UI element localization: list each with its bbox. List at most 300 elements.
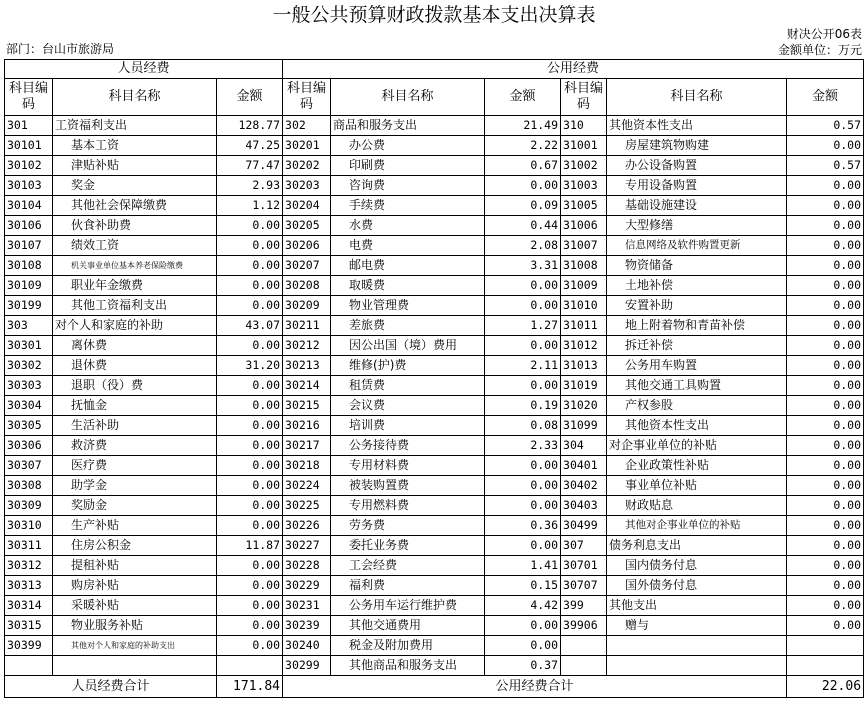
subject-name: 税金及附加费用 [331, 636, 485, 656]
subject-name: 其他资本性支出 [607, 416, 787, 436]
subject-code: 30224 [283, 476, 331, 496]
subject-code: 307 [561, 536, 607, 556]
subject-name: 对企事业单位的补贴 [607, 436, 787, 456]
subject-code: 30310 [5, 516, 53, 536]
amount-value: 0.00 [217, 576, 283, 596]
amount-value: 0.00 [217, 296, 283, 316]
table-row [5, 556, 864, 576]
subject-name: 信息网络及软件购置更新 [607, 236, 787, 256]
public-group-header: 公用经费 [283, 60, 864, 79]
personnel-total-value: 171.84 [217, 676, 283, 698]
col-header-name: 科目名称 [607, 79, 787, 116]
amount-value: 0.00 [787, 616, 864, 636]
subject-code: 31002 [561, 156, 607, 176]
subject-code: 30217 [283, 436, 331, 456]
amount-value: 0.00 [485, 336, 561, 356]
amount-value [217, 656, 283, 676]
subject-code: 30302 [5, 356, 53, 376]
subject-code: 30207 [283, 256, 331, 276]
subject-name: 津贴补贴 [53, 156, 217, 176]
subject-name: 大型修缮 [607, 216, 787, 236]
col-header-code: 科目编码 [283, 79, 331, 116]
subject-name: 委托业务费 [331, 536, 485, 556]
subject-name: 其他交通费用 [331, 616, 485, 636]
subject-code: 30303 [5, 376, 53, 396]
personnel-total-label: 人员经费合计 [5, 676, 217, 698]
subject-code: 30205 [283, 216, 331, 236]
table-row [5, 376, 864, 396]
col-header-amount: 金额 [217, 79, 283, 116]
amount-value: 0.00 [787, 316, 864, 336]
subject-code: 30214 [283, 376, 331, 396]
subject-name [607, 636, 787, 656]
col-header-code: 科目编码 [561, 79, 607, 116]
subject-code: 31011 [561, 316, 607, 336]
subject-name: 专用材料费 [331, 456, 485, 476]
report-title: 一般公共预算财政拨款基本支出决算表 [272, 4, 596, 26]
amount-value: 0.36 [485, 516, 561, 536]
col-header-amount: 金额 [485, 79, 561, 116]
subject-code: 30315 [5, 616, 53, 636]
subject-code: 30304 [5, 396, 53, 416]
table-row [5, 416, 864, 436]
subject-code: 31019 [561, 376, 607, 396]
amount-value: 2.08 [485, 236, 561, 256]
subject-name [53, 656, 217, 676]
subject-code: 30231 [283, 596, 331, 616]
amount-value: 43.07 [217, 316, 283, 336]
amount-value: 1.41 [485, 556, 561, 576]
amount-value: 0.00 [485, 536, 561, 556]
subject-name: 其他资本性支出 [607, 116, 787, 136]
subject-code: 30208 [283, 276, 331, 296]
amount-value: 1.12 [217, 196, 283, 216]
subject-code: 39906 [561, 616, 607, 636]
amount-value: 0.00 [787, 356, 864, 376]
public-total-label: 公用经费合计 [283, 676, 787, 698]
amount-value: 11.87 [217, 536, 283, 556]
table-row [5, 516, 864, 536]
subject-name: 取暖费 [331, 276, 485, 296]
subject-name: 公务用车购置 [607, 356, 787, 376]
subject-code: 30211 [283, 316, 331, 336]
amount-value: 2.33 [485, 436, 561, 456]
amount-value: 0.37 [485, 656, 561, 676]
subject-code: 30109 [5, 276, 53, 296]
totals-row [5, 676, 864, 698]
subject-code: 30199 [5, 296, 53, 316]
subject-name: 工会经费 [331, 556, 485, 576]
amount-value: 0.00 [485, 176, 561, 196]
table-row [5, 316, 864, 336]
subject-name: 安置补助 [607, 296, 787, 316]
subject-name: 水费 [331, 216, 485, 236]
amount-value: 0.00 [787, 596, 864, 616]
subject-name: 物业管理费 [331, 296, 485, 316]
amount-value [787, 636, 864, 656]
subject-name: 拆迁补偿 [607, 336, 787, 356]
column-header-row [5, 79, 864, 116]
subject-code: 399 [561, 596, 607, 616]
amount-value: 0.00 [485, 296, 561, 316]
subject-name: 退休费 [53, 356, 217, 376]
subject-code: 30313 [5, 576, 53, 596]
public-total-value: 22.06 [787, 676, 864, 698]
group-header-row [5, 60, 864, 79]
subject-code: 30203 [283, 176, 331, 196]
subject-code: 31007 [561, 236, 607, 256]
subject-name: 因公出国（境）费用 [331, 336, 485, 356]
amount-value: 0.00 [787, 376, 864, 396]
subject-code: 30240 [283, 636, 331, 656]
subject-name: 维修(护)费 [331, 356, 485, 376]
amount-value: 0.00 [787, 416, 864, 436]
amount-value: 0.00 [787, 436, 864, 456]
subject-name: 企业政策性补贴 [607, 456, 787, 476]
col-header-amount: 金额 [787, 79, 864, 116]
subject-code: 31009 [561, 276, 607, 296]
amount-value: 0.00 [787, 456, 864, 476]
subject-code: 30299 [283, 656, 331, 676]
subject-code: 30239 [283, 616, 331, 636]
subject-name [607, 656, 787, 676]
subject-name: 债务利息支出 [607, 536, 787, 556]
table-row [5, 296, 864, 316]
subject-name: 差旅费 [331, 316, 485, 336]
subject-name: 伙食补助费 [53, 216, 217, 236]
amount-value: 0.00 [787, 176, 864, 196]
subject-code: 30707 [561, 576, 607, 596]
department-label: 部门：台山市旅游局 [6, 42, 115, 56]
subject-code: 30311 [5, 536, 53, 556]
subject-code: 30403 [561, 496, 607, 516]
subject-code: 30228 [283, 556, 331, 576]
subject-name: 购房补贴 [53, 576, 217, 596]
subject-name: 其他工资福利支出 [53, 296, 217, 316]
amount-value: 0.00 [217, 376, 283, 396]
subject-code: 31099 [561, 416, 607, 436]
table-row [5, 116, 864, 136]
expenditure-table [4, 59, 864, 698]
amount-value: 2.93 [217, 176, 283, 196]
subject-name: 国内债务付息 [607, 556, 787, 576]
subject-name: 邮电费 [331, 256, 485, 276]
amount-value: 0.57 [787, 156, 864, 176]
amount-value: 0.00 [787, 536, 864, 556]
table-row [5, 276, 864, 296]
amount-value: 2.22 [485, 136, 561, 156]
subject-code: 30306 [5, 436, 53, 456]
subject-name: 专用设备购置 [607, 176, 787, 196]
amount-value: 0.00 [485, 496, 561, 516]
subject-code: 31013 [561, 356, 607, 376]
subject-name: 其他对个人和家庭的补助支出 [53, 636, 217, 656]
amount-value: 0.00 [485, 456, 561, 476]
subject-name: 职业年金缴费 [53, 276, 217, 296]
subject-code: 30202 [283, 156, 331, 176]
amount-value: 0.00 [787, 296, 864, 316]
subject-name: 财政贴息 [607, 496, 787, 516]
table-row [5, 336, 864, 356]
subject-code: 30218 [283, 456, 331, 476]
table-row [5, 196, 864, 216]
amount-value: 0.00 [485, 376, 561, 396]
subject-name: 电费 [331, 236, 485, 256]
col-header-name: 科目名称 [331, 79, 485, 116]
subject-name: 奖金 [53, 176, 217, 196]
subject-code: 30701 [561, 556, 607, 576]
table-row [5, 176, 864, 196]
subject-code: 30309 [5, 496, 53, 516]
subject-name: 专用燃料费 [331, 496, 485, 516]
subject-code: 304 [561, 436, 607, 456]
subject-name: 物资储备 [607, 256, 787, 276]
subject-name: 离休费 [53, 336, 217, 356]
amount-value: 0.00 [217, 416, 283, 436]
subject-code: 30215 [283, 396, 331, 416]
subject-code: 30206 [283, 236, 331, 256]
amount-value: 0.09 [485, 196, 561, 216]
amount-value: 0.00 [485, 476, 561, 496]
subject-name: 其他对企事业单位的补贴 [607, 516, 787, 536]
subject-name: 其他支出 [607, 596, 787, 616]
amount-value: 0.00 [787, 556, 864, 576]
amount-value: 1.27 [485, 316, 561, 336]
amount-value: 0.00 [787, 236, 864, 256]
subject-code: 30204 [283, 196, 331, 216]
subject-code: 30301 [5, 336, 53, 356]
subject-name: 手续费 [331, 196, 485, 216]
subject-code: 31008 [561, 256, 607, 276]
amount-value: 4.42 [485, 596, 561, 616]
subject-code: 31003 [561, 176, 607, 196]
amount-value: 31.20 [217, 356, 283, 376]
subject-name: 办公设备购置 [607, 156, 787, 176]
amount-value: 0.00 [485, 276, 561, 296]
subject-code: 31006 [561, 216, 607, 236]
subject-code: 30499 [561, 516, 607, 536]
subject-code: 30102 [5, 156, 53, 176]
subject-code: 30227 [283, 536, 331, 556]
amount-value: 0.00 [217, 256, 283, 276]
table-row [5, 636, 864, 656]
table-row [5, 576, 864, 596]
subject-name: 奖励金 [53, 496, 217, 516]
amount-value: 0.00 [217, 216, 283, 236]
subject-code: 30308 [5, 476, 53, 496]
amount-value: 21.49 [485, 116, 561, 136]
table-row [5, 236, 864, 256]
amount-value: 0.00 [217, 276, 283, 296]
col-header-name: 科目名称 [53, 79, 217, 116]
amount-value [787, 656, 864, 676]
subject-name: 会议费 [331, 396, 485, 416]
table-row [5, 456, 864, 476]
subject-name: 国外债务付息 [607, 576, 787, 596]
amount-value: 0.19 [485, 396, 561, 416]
subject-name: 其他社会保障缴费 [53, 196, 217, 216]
amount-value: 0.00 [787, 196, 864, 216]
subject-code: 303 [5, 316, 53, 336]
amount-value: 0.00 [217, 496, 283, 516]
table-row [5, 496, 864, 516]
subject-name: 对个人和家庭的补助 [53, 316, 217, 336]
amount-value: 0.00 [787, 256, 864, 276]
subject-code: 30226 [283, 516, 331, 536]
amount-value: 0.00 [217, 556, 283, 576]
amount-value: 0.00 [787, 216, 864, 236]
subject-code: 30106 [5, 216, 53, 236]
subject-name: 赠与 [607, 616, 787, 636]
amount-value: 0.00 [217, 636, 283, 656]
unit-label: 金额单位：万元 [777, 43, 862, 57]
table-row [5, 656, 864, 676]
table-row [5, 596, 864, 616]
subject-name: 劳务费 [331, 516, 485, 536]
subject-name: 培训费 [331, 416, 485, 436]
subject-code: 30213 [283, 356, 331, 376]
table-row [5, 396, 864, 416]
amount-value: 128.77 [217, 116, 283, 136]
subject-name: 助学金 [53, 476, 217, 496]
subject-code: 30201 [283, 136, 331, 156]
subject-name: 租赁费 [331, 376, 485, 396]
subject-name: 工资福利支出 [53, 116, 217, 136]
subject-name: 办公费 [331, 136, 485, 156]
subject-name: 采暖补贴 [53, 596, 217, 616]
subject-name: 公务用车运行维护费 [331, 596, 485, 616]
subject-name: 机关事业单位基本养老保险缴费 [53, 256, 217, 276]
amount-value: 0.00 [217, 396, 283, 416]
subject-code [561, 656, 607, 676]
subject-name: 绩效工资 [53, 236, 217, 256]
amount-value: 0.00 [787, 276, 864, 296]
subject-code: 31012 [561, 336, 607, 356]
subject-code: 31010 [561, 296, 607, 316]
amount-value: 0.00 [787, 476, 864, 496]
table-row [5, 616, 864, 636]
amount-value: 0.44 [485, 216, 561, 236]
amount-value: 2.11 [485, 356, 561, 376]
amount-value: 0.67 [485, 156, 561, 176]
subject-code: 30209 [283, 296, 331, 316]
amount-value: 0.00 [217, 336, 283, 356]
subject-name: 商品和服务支出 [331, 116, 485, 136]
subject-code: 30101 [5, 136, 53, 156]
subject-name: 基础设施建设 [607, 196, 787, 216]
table-row [5, 536, 864, 556]
table-row [5, 356, 864, 376]
subject-code [5, 656, 53, 676]
subject-name: 其他交通工具购置 [607, 376, 787, 396]
table-row [5, 156, 864, 176]
amount-value: 0.15 [485, 576, 561, 596]
subject-code: 302 [283, 116, 331, 136]
amount-value: 0.00 [217, 236, 283, 256]
amount-value: 3.31 [485, 256, 561, 276]
amount-value: 0.00 [485, 616, 561, 636]
amount-value: 0.00 [787, 396, 864, 416]
amount-value: 0.00 [217, 476, 283, 496]
subject-code: 30103 [5, 176, 53, 196]
subject-name: 提租补贴 [53, 556, 217, 576]
subject-code: 30399 [5, 636, 53, 656]
amount-value: 0.00 [787, 496, 864, 516]
subject-code: 30212 [283, 336, 331, 356]
subject-code: 310 [561, 116, 607, 136]
amount-value: 0.00 [217, 596, 283, 616]
subject-name: 住房公积金 [53, 536, 217, 556]
subject-name: 产权参股 [607, 396, 787, 416]
subject-name: 退职（役）费 [53, 376, 217, 396]
table-number: 财决公开06表 [786, 27, 862, 41]
amount-value: 0.00 [787, 136, 864, 156]
amount-value: 0.57 [787, 116, 864, 136]
subject-code: 31020 [561, 396, 607, 416]
amount-value: 0.00 [217, 516, 283, 536]
subject-name: 福利费 [331, 576, 485, 596]
table-row [5, 256, 864, 276]
subject-name: 生产补贴 [53, 516, 217, 536]
subject-code: 30216 [283, 416, 331, 436]
table-row [5, 216, 864, 236]
subject-code: 301 [5, 116, 53, 136]
subject-code: 30104 [5, 196, 53, 216]
subject-code: 30108 [5, 256, 53, 276]
subject-code: 30402 [561, 476, 607, 496]
subject-name: 抚恤金 [53, 396, 217, 416]
subject-name: 救济费 [53, 436, 217, 456]
subject-code: 31001 [561, 136, 607, 156]
subject-code: 30305 [5, 416, 53, 436]
subject-name: 印刷费 [331, 156, 485, 176]
subject-name: 其他商品和服务支出 [331, 656, 485, 676]
subject-name: 事业单位补贴 [607, 476, 787, 496]
amount-value: 0.00 [787, 336, 864, 356]
subject-code [561, 636, 607, 656]
amount-value: 0.00 [217, 436, 283, 456]
subject-code: 30229 [283, 576, 331, 596]
subject-code: 30314 [5, 596, 53, 616]
subject-code: 30307 [5, 456, 53, 476]
subject-name: 医疗费 [53, 456, 217, 476]
amount-value: 0.00 [787, 576, 864, 596]
table-row [5, 136, 864, 156]
amount-value: 0.00 [217, 456, 283, 476]
subject-name: 咨询费 [331, 176, 485, 196]
subject-name: 公务接待费 [331, 436, 485, 456]
subject-code: 30107 [5, 236, 53, 256]
subject-name: 基本工资 [53, 136, 217, 156]
subject-code: 30312 [5, 556, 53, 576]
subject-name: 地上附着物和青苗补偿 [607, 316, 787, 336]
subject-name: 物业服务补贴 [53, 616, 217, 636]
subject-code: 31005 [561, 196, 607, 216]
table-row [5, 436, 864, 456]
col-header-code: 科目编码 [5, 79, 53, 116]
subject-name: 被装购置费 [331, 476, 485, 496]
subject-code: 30401 [561, 456, 607, 476]
amount-value: 77.47 [217, 156, 283, 176]
amount-value: 0.00 [485, 636, 561, 656]
subject-code: 30225 [283, 496, 331, 516]
amount-value: 0.08 [485, 416, 561, 436]
amount-value: 0.00 [217, 616, 283, 636]
subject-name: 土地补偿 [607, 276, 787, 296]
amount-value: 47.25 [217, 136, 283, 156]
personnel-group-header: 人员经费 [5, 60, 283, 79]
amount-value: 0.00 [787, 516, 864, 536]
